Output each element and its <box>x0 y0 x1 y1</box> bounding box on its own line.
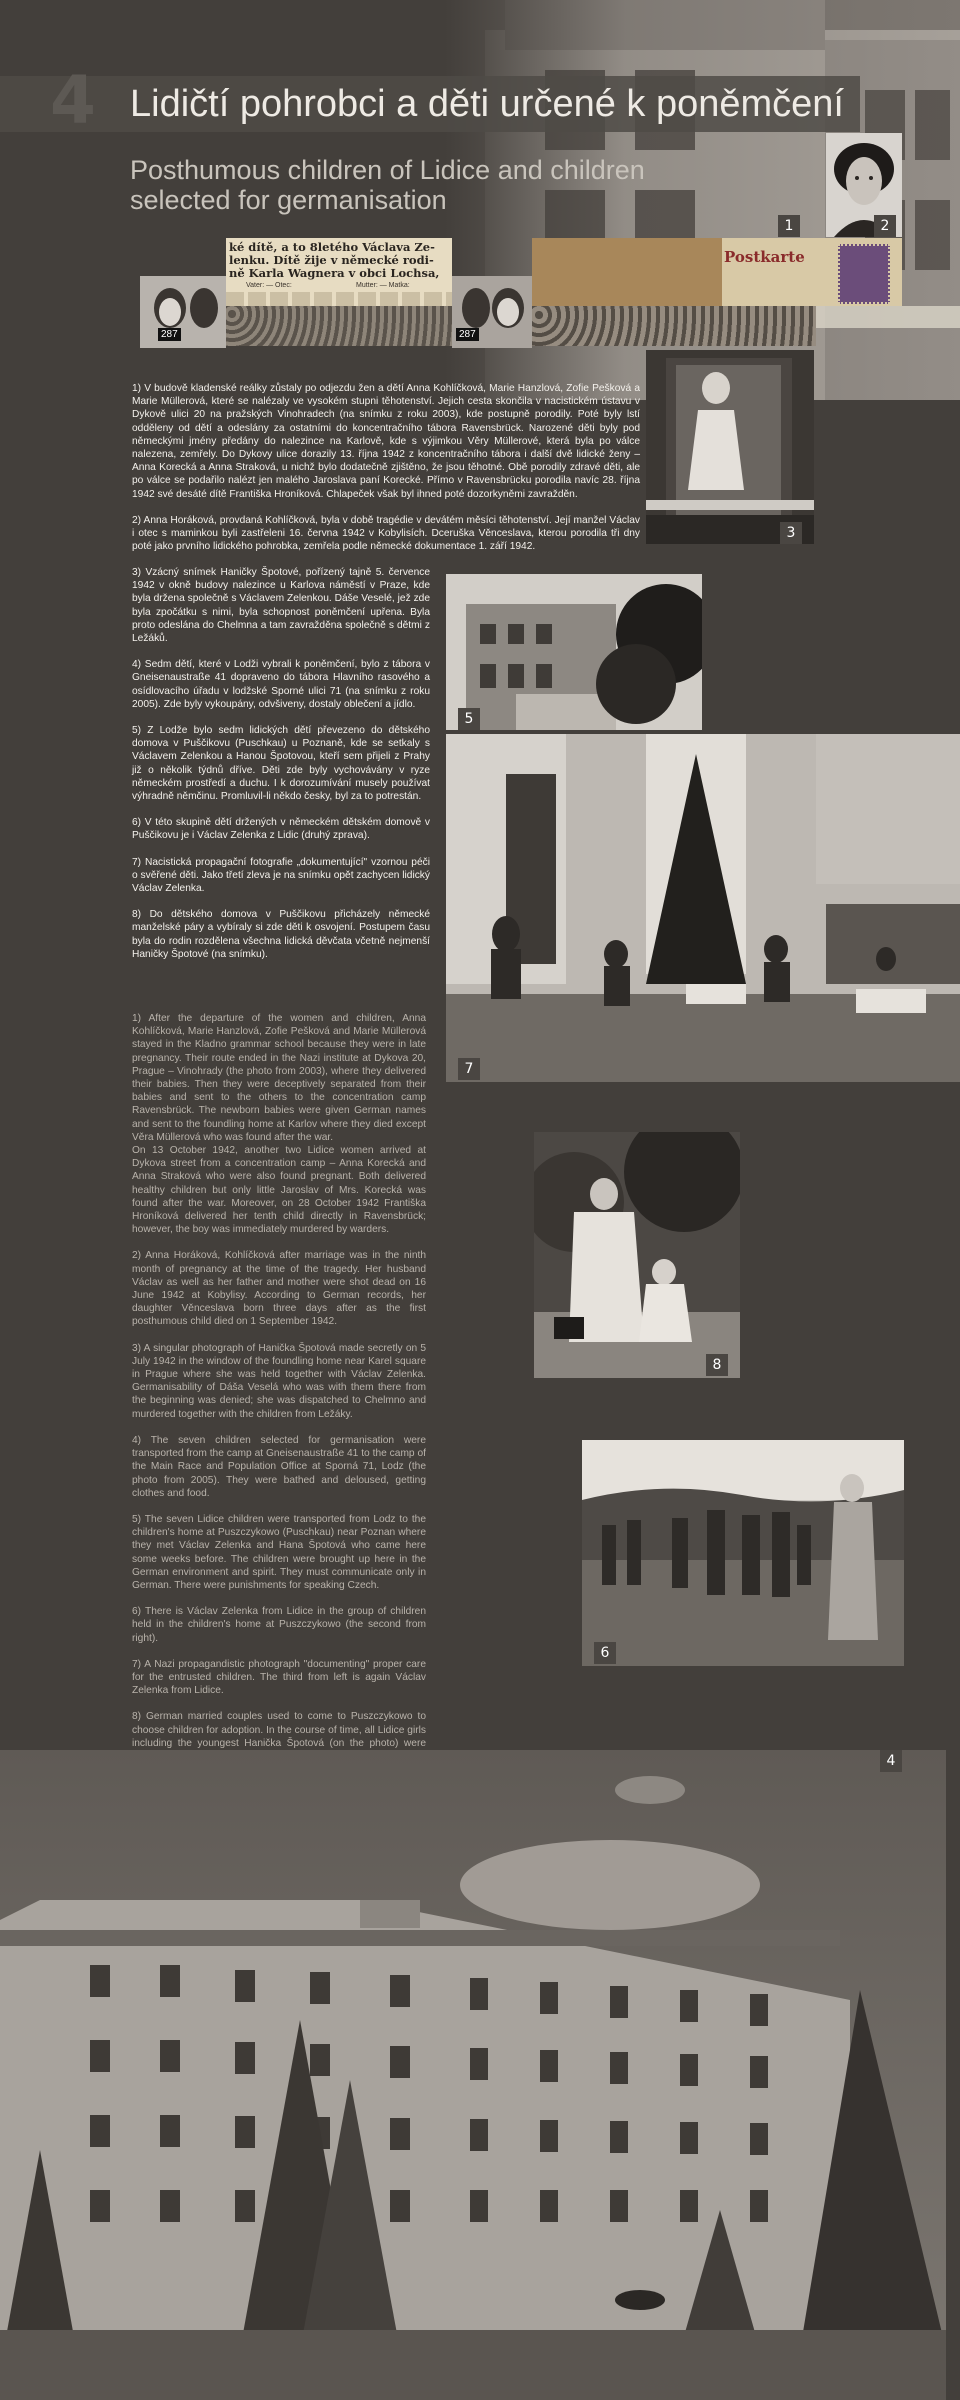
photo-number-3: 3 <box>780 522 802 544</box>
postcard-label: Postkarte <box>724 248 805 266</box>
document-strip-right <box>816 306 960 328</box>
document-header-mother: Mutter: — Matka: <box>356 282 410 289</box>
english-paragraph-6: 6) There is Václav Zelenka from Lidice in the group of children held in the children's home at Puszczykowo (the second from right). <box>132 1606 426 1644</box>
photo-number-1: 1 <box>778 215 800 237</box>
czech-paragraph-1: 1) V budově kladenské reálky zůstaly po odjezdu žen a dětí Anna Kohlíčková, Marie Hanzlová, Zofie Pešková a Marie Müllerová, které se nalézaly ve vysokém stupni těhotenství. Jejich cesta skončila v nacistickém ústavu v Dykově ulici 20 na pražských Vinohradech (na snímku z roku 2003), kde postupně porodily. Poté byly lstí odděleny od dětí a odeslány za ostatními do koncentračního tábora Ravensbrück. Narozené děti byly pod německými jmény předány do nalezince na Karlově, kde s výjimkou Věry Müllerové, která byla po válce nalezena, zemřely. Do Dykovy ulice dorazily 13. října 1942 z koncentračního tábora i další dvě lidické ženy – Anna Korecká a Anna Straková, u nichž bylo dodatečně zjištěno, že jsou těhotné. Obě porodily zdravé děti, ale po válce se podařilo nalézt jen malého Jaroslava paní Korecké. Přímo v Ravensbrücku porodila navíc 28. října 1942 své desáté dítě Františka Hroníková. Chlapeček však byl ihned poté dozorkyněmi zavražděn. <box>132 383 640 500</box>
photo-number-6: 6 <box>594 1642 616 1664</box>
document-header-father: Vater: — Otec: <box>246 282 292 289</box>
english-text-block <box>132 1012 426 1776</box>
english-paragraph-3: 3) A singular photograph of Hanička Špotová made secretly on 5 July 1942 in the window of the foundling home near Karel square in Prague where she was held together with Václav Zelenka. Germanisability of Dáša Veselá who was with them there from the beginning was denied; she was dispatched to Chelmno and murdered together with the children from Ležáky. <box>132 1342 426 1420</box>
photo-8-woman-girl <box>534 1132 740 1378</box>
czech-paragraph-8: 8) Do dětského domova v Puščikovu přicházely německé manželské páry a vybíraly si zde děti k osvojení. Postupem času byla do rodin rozdělena všechna lidická děvčata včetně nejmenší Haničky Špotové (na snímku). <box>132 909 430 960</box>
photo-4-large-building <box>0 1750 946 2400</box>
czech-paragraph-3: 3) Vzácný snímek Haničky Špotové, pořízený tajně 5. července 1942 v okně budovy nalezince u Karlova náměstí v Praze, kde byla držena společně s Václavem Zelenkou. Dáše Veselé, jež zde byla zpočátku s nimi, byla schopnost poněmčení upřena. Byla proto odeslána do Chelmna a tam zavražděna společně s dětmi z Ležáků. <box>132 567 430 645</box>
english-paragraph-1a: 1) After the departure of the women and children, Anna Kohlíčková, Marie Hanzlová, Zofie Pešková and Marie Müllerová stayed in the Kladno grammar school because they were in late pregnancy. Their route ended in the Nazi institute at Dykova 20, Prague – Vinohrady (the photo from 2003), where they delivered their babies. Then they were deceptively separated from their babies and sent to the others to the concentration camp Ravensbrück. The newborn babies were given German names and sent to the foundling home at Karlov where they died except Věra Müllerová who was found after the war. <box>132 1013 426 1143</box>
photo-number-5: 5 <box>458 708 480 730</box>
page-title: Lidičtí pohrobci a děti určené k poněmčení <box>130 83 844 125</box>
czech-paragraph-7: 7) Nacistická propagační fotografie „dokumentující" vzornou péči o svěřené děti. Jako třetí zleva je na snímku opět zachycen lidický Václav Zelenka. <box>132 856 430 895</box>
page-subtitle-line2: selected for germanisation <box>130 185 447 215</box>
crowd-photo-strip-right <box>532 306 816 346</box>
mugshot-left-number: 287 <box>158 328 181 341</box>
english-paragraph-1 <box>132 1012 426 1144</box>
czech-text-block-1 <box>132 382 640 566</box>
mugshot-left <box>140 276 226 348</box>
czech-text-block-2 <box>132 566 430 974</box>
photo-number-2: 2 <box>874 215 896 237</box>
section-number: 4 <box>50 62 96 139</box>
document-line-3: ně Karla Wagnera v obci Lochsa, <box>229 266 440 280</box>
english-paragraph-1b: On 13 October 1942, another two Lidice women arrived at Dykova street from a concentration camp – Anna Korecká and Anna Straková who were also found pregnant. Both delivered healthy children but only little Jaroslav of Mrs. Korecká was found after the war. Moreover, on 28 October 1942 Františka Hroníková delivered her tenth child directly in Ravensbrück; however, the boy was immediately murdered by warders. <box>132 1145 426 1236</box>
document-line-2: lenku. Dítě žije v německé rodi- <box>229 253 434 267</box>
document-fragment <box>226 238 452 306</box>
crowd-photo-strip <box>226 306 452 346</box>
postage-stamp <box>838 244 890 304</box>
english-paragraph-5: 5) The seven Lidice children were transported from Lodz to the children's home at Puszczykowo (Puschkau) near Poznan where they met Václav Zelenka and Hana Špotová who came here some weeks before. The children were brought up here in the German environment and spirit. They must communicate only in German. There were punishments for speaking Czech. <box>132 1513 426 1591</box>
photo-number-8: 8 <box>706 1354 728 1376</box>
czech-paragraph-2: 2) Anna Horáková, provdaná Kohlíčková, byla v době tragédie v devátém měsíci těhotenství. Její manžel Václav i otec s maminkou byli zastřeleni 16. června 1942 v Kobylisích. Dceruška Věnceslava, kterou porodila tři dny poté jako prvního lidického pohrobka, zemřela podle německé dokumentace 1. září 1942. <box>132 514 640 553</box>
english-paragraph-4: 4) The seven children selected for germanisation were transported from the camp at Gneisenaustraße 41 to the camp of the Main Race and Population Office at Sporná 71, Lodz (the photo from 2005). They were bathed and deloused, getting clothes and food. <box>132 1434 426 1499</box>
mugshot-right <box>452 276 532 348</box>
photo-6-children-group <box>582 1440 904 1666</box>
mugshot-right-number: 287 <box>456 328 479 341</box>
photo-5-building <box>446 574 702 730</box>
photo-7-christmas-room <box>446 734 960 1082</box>
page-subtitle-line1: Posthumous children of Lidice and children <box>130 155 645 185</box>
postcard <box>532 238 902 306</box>
english-paragraph-2: 2) Anna Horáková, Kohlíčková after marriage was in the ninth month of pregnancy at the time of the tragedy. Her husband Václav as well as her father and mother were shot dead on 16 June 1942 at Kobylisy. According to German records, her daughter Věnceslava born three days after as the first posthumous child died on 1 September 1942. <box>132 1250 426 1328</box>
photo-3-child-window <box>646 350 814 544</box>
czech-paragraph-4: 4) Sedm dětí, které v Lodži vybrali k poněmčení, bylo z tábora v Gneisenaustraße 41 dopraveno do tábora Hlavního rasového a osídlovacího úřadu v lodžské Sporné ulici 71 (na snímku z roku 2005). Zde byly vykoupány, odvšiveny, dostaly oblečení a jídlo. <box>132 659 430 710</box>
photo-number-4: 4 <box>880 1750 902 1772</box>
english-paragraph-7: 7) A Nazi propagandistic photograph "documenting" proper care for the entrusted children. The third from left is again Václav Zelenka from Lidice. <box>132 1658 426 1697</box>
czech-paragraph-6: 6) V této skupině dětí držených v německém dětském domově v Puščikovu je i Václav Zelenka z Lidic (druhý zprava). <box>132 817 430 842</box>
english-paragraph-8: 8) German married couples used to come to Puszczykowo to choose children for adoption. In the course of time, all Lidice girls including the youngest Hanička Špotová (on the photo) were <box>132 1711 426 1749</box>
photo-number-7: 7 <box>458 1058 480 1080</box>
czech-paragraph-5: 5) Z Lodže bylo sedm lidických dětí převezeno do dětského domova v Puščikovu (Puschkau) u Poznaně, kde se setkaly s Václavem Zelenkou a Hanou Špotovou, kteří sem přijeli z Prahy již o několik týdnů dříve. Děti zde byly vychovávány v ryze německém prostředí a duchu. I k dorozumívání musely používat výhradně němčinu. Promluvil-li někdo česky, byl za to potrestán. <box>132 725 430 803</box>
document-line-1: ké dítě, a to 8letého Václava Ze- <box>229 240 435 254</box>
